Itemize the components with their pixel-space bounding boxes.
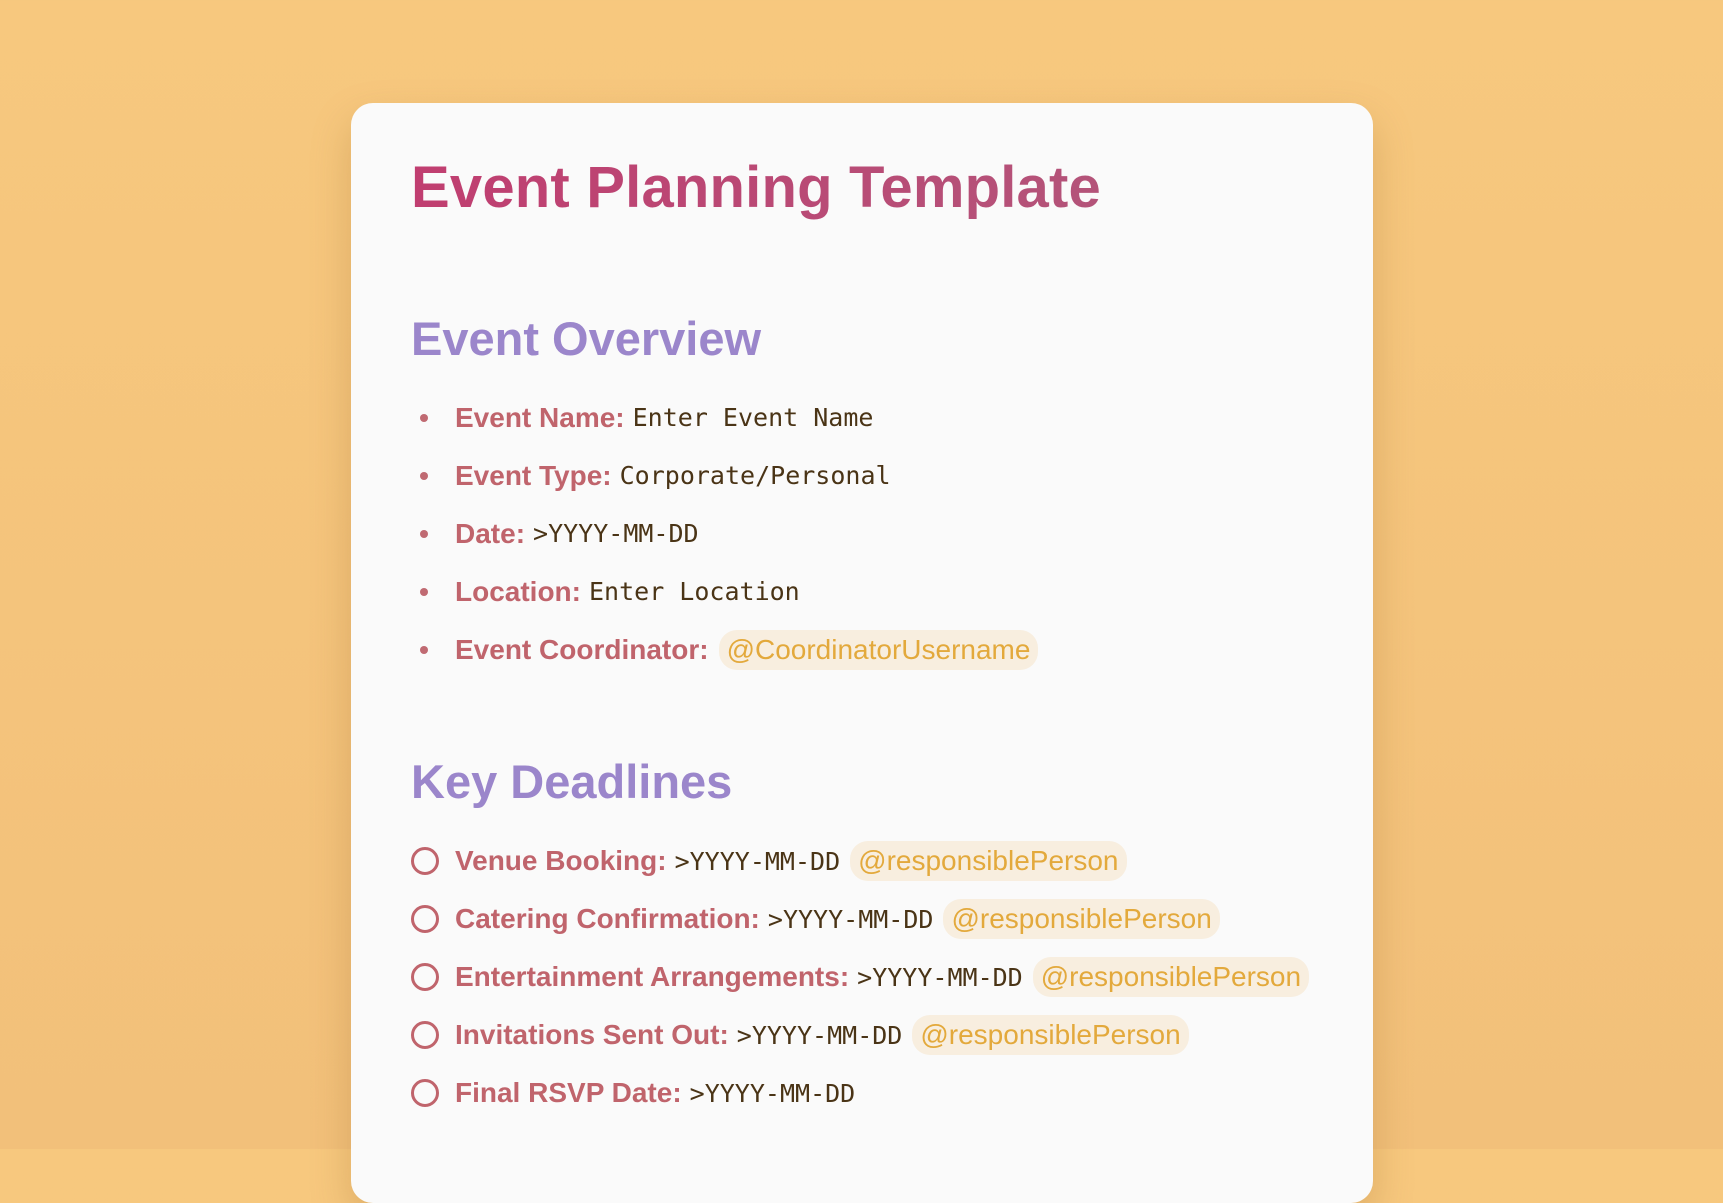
overview-item-event-type	[411, 447, 1313, 505]
task-checkbox[interactable]	[411, 1079, 439, 1107]
item-label: Venue Booking:	[455, 845, 667, 877]
item-label: Entertainment Arrangements:	[455, 961, 850, 993]
overview-item-event-name	[411, 389, 1313, 447]
key-deadlines-list	[411, 832, 1313, 1122]
item-label: Event Coordinator:	[455, 633, 709, 665]
item-value: Corporate/Personal	[619, 461, 891, 491]
task-checkbox[interactable]	[411, 847, 439, 875]
document-card	[351, 103, 1373, 1203]
overview-item-date	[411, 505, 1313, 563]
item-value: Enter Event Name	[632, 403, 874, 433]
item-date: >YYYY-MM-DD	[689, 1078, 856, 1108]
item-value: >YYYY-MM-DD	[533, 519, 699, 549]
deadline-item-invitations-sent-out	[411, 1006, 1313, 1064]
bullet-icon	[420, 646, 428, 654]
event-overview-heading: Event Overview	[411, 311, 762, 365]
page-title: Event Planning Template	[411, 153, 1313, 223]
bullet-icon	[420, 588, 428, 596]
deadline-item-venue-booking	[411, 832, 1313, 890]
user-mention[interactable]: @responsiblePerson	[850, 841, 1126, 881]
task-checkbox[interactable]	[411, 963, 439, 991]
bullet-icon	[420, 472, 428, 480]
item-date: >YYYY-MM-DD	[767, 904, 934, 934]
item-date: >YYYY-MM-DD	[736, 1020, 903, 1050]
deadline-item-final-rsvp-date	[411, 1064, 1313, 1122]
item-label: Date:	[455, 517, 526, 549]
overview-item-location	[411, 563, 1313, 621]
key-deadlines-heading: Key Deadlines	[411, 754, 733, 808]
item-label: Location:	[455, 575, 581, 607]
event-overview-list	[411, 389, 1313, 679]
task-checkbox[interactable]	[411, 905, 439, 933]
item-value: Enter Location	[589, 577, 800, 607]
item-label: Event Type:	[455, 459, 612, 491]
user-mention[interactable]: @responsiblePerson	[1033, 957, 1309, 997]
task-checkbox[interactable]	[411, 1021, 439, 1049]
bullet-icon	[420, 530, 428, 538]
item-label: Catering Confirmation:	[455, 903, 760, 935]
deadline-item-entertainment-arrangements	[411, 948, 1313, 1006]
user-mention[interactable]: @CoordinatorUsername	[719, 630, 1039, 670]
user-mention[interactable]: @responsiblePerson	[912, 1015, 1188, 1055]
item-date: >YYYY-MM-DD	[857, 962, 1023, 992]
overview-item-event-coordinator	[411, 621, 1313, 679]
deadline-item-catering-confirmation	[411, 890, 1313, 948]
item-label: Event Name:	[455, 401, 625, 433]
item-date: >YYYY-MM-DD	[674, 846, 841, 876]
item-label: Invitations Sent Out:	[455, 1019, 729, 1051]
bullet-icon	[420, 414, 428, 422]
item-label: Final RSVP Date:	[455, 1077, 682, 1109]
user-mention[interactable]: @responsiblePerson	[943, 899, 1219, 939]
